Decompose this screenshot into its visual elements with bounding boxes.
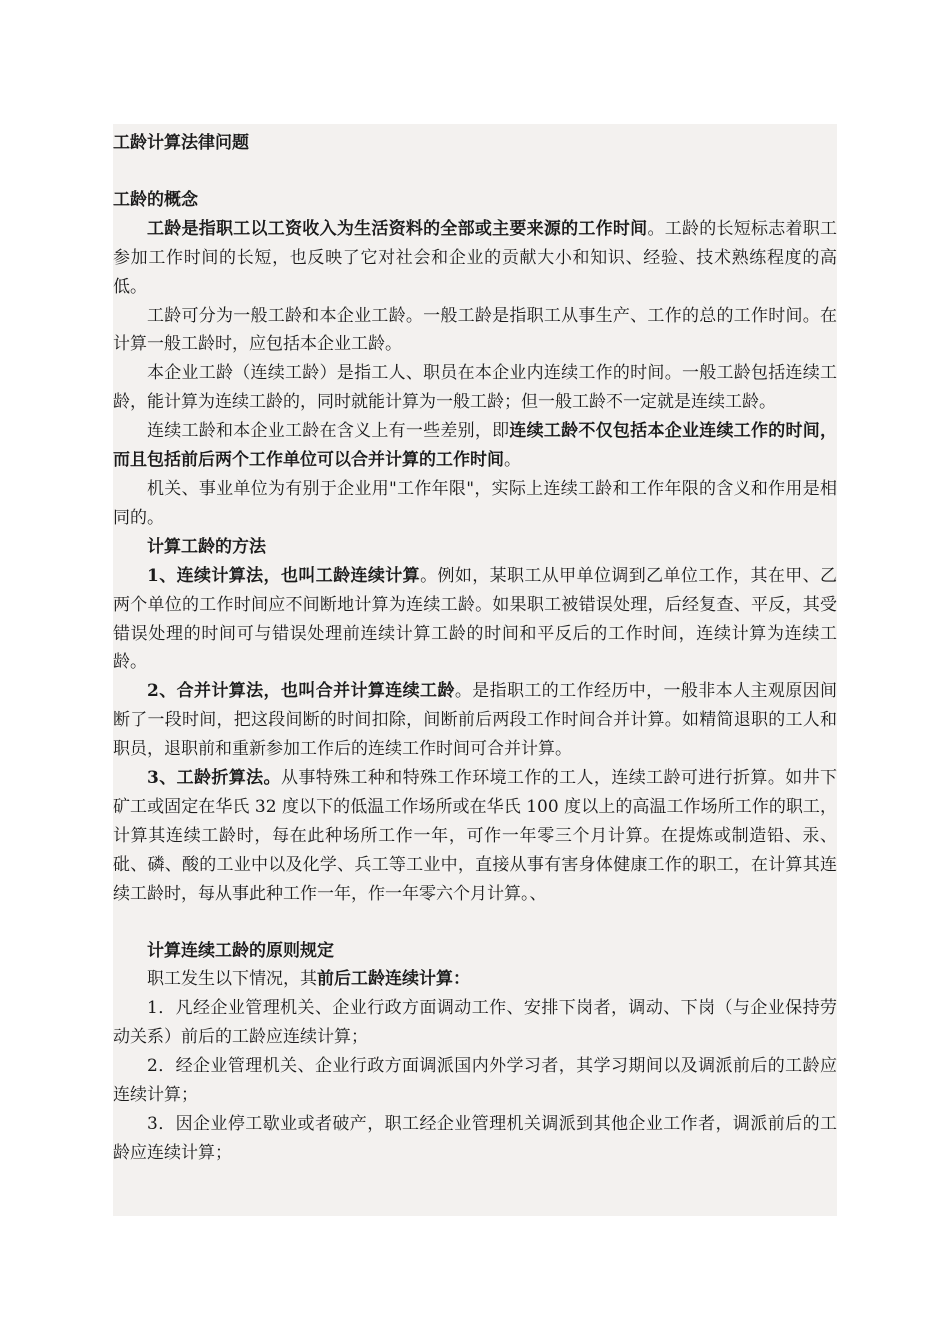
document-title: 工龄计算法律问题 xyxy=(113,133,249,153)
paragraph-institutions: 机关、事业单位为有别于企业用"工作年限"，实际上连续工龄和工作年限的含义和作用是相同的。 xyxy=(113,478,837,528)
paragraph-difference xyxy=(113,417,837,475)
concept-heading: 工龄的概念 xyxy=(113,189,198,210)
spacer xyxy=(113,909,837,937)
method-1-text: 。例如，某职工从甲单位调到乙单位工作，其在甲、乙两个单位的工作时间应不间断地计算为连续工龄。如果职工被错误处理，后经复查、平反，其受错误处理的时间可与错误处理前连续计算工龄的时间和平反后的工作时间，连续计算为连续工龄。 xyxy=(113,565,838,673)
document-body xyxy=(113,124,837,1168)
method-3 xyxy=(113,764,837,909)
paragraph-continuous: 本企业工龄（连续工龄）是指工人、职员在本企业内连续工作的时间。一般工龄包括连续工龄，能计算为连续工龄的，同时就能计算为一般工龄；但一般工龄不一定就是连续工龄。 xyxy=(113,363,837,413)
method-3-text: 从事特殊工种和特殊工作环境工作的工人，连续工龄可进行折算。如井下矿工或固定在华氏 32 度以下的低温工作场所或在华氏 100 度以上的高温工作场所工作的职工，计算其连续工龄时，每在此种场所工作一年，可作一年零三个月计算。在提炼或制造铅、汞、砒、磷、酸的工业中以及化学、兵工等工业中，直接从事有害身体健康工作的职工，在计算其连续工龄时，每从事此种工作一年，作一年零六个月计算。、 xyxy=(113,768,837,904)
method-1-bold: 1、连续计算法，也叫工龄连续计算 xyxy=(147,565,421,586)
rule-3: 3．因企业停工歇业或者破产，职工经企业管理机关调派到其他企业工作者，调派前后的工龄应连续计算； xyxy=(113,1114,837,1163)
paragraph-definition xyxy=(113,215,837,302)
rules-heading: 计算连续工龄的原则规定 xyxy=(147,940,334,961)
rule-1: 1．凡经企业管理机关、企业行政方面调动工作、安排下岗者，调动、下岗（与企业保持劳动关系）前后的工龄应连续计算； xyxy=(113,998,837,1048)
rules-intro-pre: 职工发生以下情况，其 xyxy=(147,969,317,990)
method-1 xyxy=(113,562,837,678)
method-2-bold: 2、合并计算法，也叫合并计算连续工龄 xyxy=(147,681,455,702)
spacer xyxy=(113,158,837,186)
difference-post: 。 xyxy=(504,450,521,471)
method-3-bold: 3、工龄折算法。 xyxy=(147,768,281,789)
rule-2: 2．经企业管理机关、企业行政方面调派国内外学习者，其学习期间以及调派前后的工龄应连续计算； xyxy=(113,1056,837,1106)
method-2-text: 。是指职工的工作经历中，一般非本人主观原因间断了一段时间，把这段间断的时间扣除，间断前后两段工作时间合并计算。如精简退职的工人和职员，退职前和重新参加工作后的连续工作时间可合并计算。 xyxy=(113,681,838,760)
definition-rest: 。工龄的长短标志着职工参加工作时间的长短，也反映了它对社会和企业的贡献大小和知识、经验、技术熟练程度的高低。 xyxy=(113,218,838,297)
rules-intro-bold: 前后工龄连续计算： xyxy=(317,969,470,990)
method-heading: 计算工龄的方法 xyxy=(147,536,266,557)
paragraph-types: 工龄可分为一般工龄和本企业工龄。一般工龄是指职工从事生产、工作的总的工作时间。在计算一般工龄时，应包括本企业工龄。 xyxy=(113,305,837,355)
difference-bold: 连续工龄不仅包括本企业连续工作的时间，而且包括前后两个工作单位可以合并计算的工作时间 xyxy=(113,421,838,471)
method-2 xyxy=(113,677,837,764)
definition-bold: 工龄是指职工以工资收入为生活资料的全部或主要来源的工作时间 xyxy=(147,218,648,239)
difference-pre: 连续工龄和本企业工龄在含义上有一些差别，即 xyxy=(147,421,510,442)
rules-intro xyxy=(113,965,837,994)
